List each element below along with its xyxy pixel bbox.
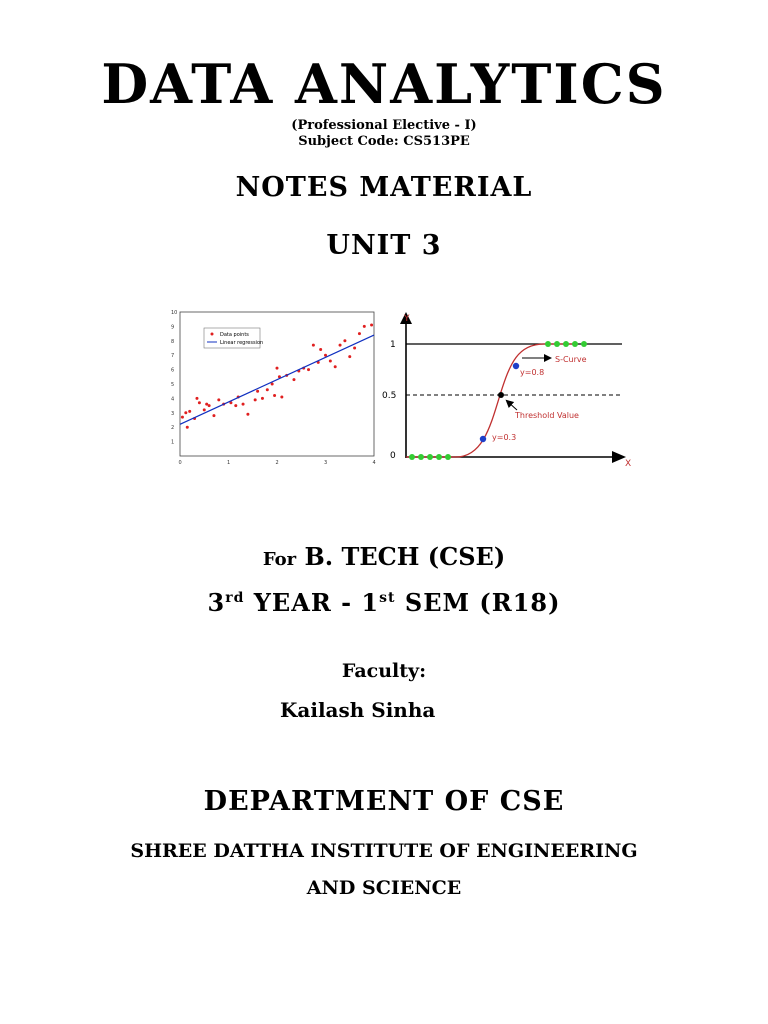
class-1-point <box>545 341 551 347</box>
data-point <box>198 401 201 404</box>
x-axis-arrow-icon <box>612 451 626 463</box>
y-tick-label: 10 <box>171 310 178 316</box>
data-point <box>307 368 310 371</box>
year-number: 3 <box>207 588 226 617</box>
data-point <box>334 365 337 368</box>
y-tick-0: 0 <box>390 451 396 461</box>
data-point <box>261 397 264 400</box>
data-point <box>319 348 322 351</box>
data-point <box>246 413 249 416</box>
s-curve <box>406 344 572 457</box>
class-0-point <box>436 454 442 460</box>
class-0-point <box>427 454 433 460</box>
data-point <box>256 390 259 393</box>
s-curve-label: S-Curve <box>555 355 587 364</box>
legend-linear-regression: Linear regression <box>220 340 264 346</box>
data-point <box>254 398 257 401</box>
y-0-8-label: y=0.8 <box>520 368 545 377</box>
y-tick-0-5: 0.5 <box>382 391 397 401</box>
threshold-label: Threshold Value <box>515 411 579 420</box>
faculty-name: Kailash Sinha <box>280 698 436 722</box>
scatter-chart <box>168 306 380 468</box>
data-point <box>312 344 315 347</box>
data-point <box>276 367 279 370</box>
x-axis-label: X <box>625 459 632 469</box>
semester-text: SEM (R18) <box>404 588 561 617</box>
point-y-0-3 <box>480 436 486 442</box>
data-point <box>343 339 346 342</box>
class-1-point <box>554 341 560 347</box>
x-tick-label: 4 <box>372 460 376 466</box>
subject-code: Subject Code: CS513PE <box>298 134 470 149</box>
semester-suffix: st <box>379 590 396 606</box>
y-tick-label: 2 <box>171 425 175 432</box>
data-point <box>266 388 269 391</box>
program-name: B. TECH (CSE) <box>304 542 506 571</box>
y-axis-label: Y <box>404 314 410 324</box>
class-0-point <box>418 454 424 460</box>
document-title: DATA ANALYTICS <box>101 52 667 116</box>
y-tick-label: 1 <box>171 439 175 446</box>
y-tick-label: 4 <box>171 396 175 403</box>
class-0-point <box>445 454 451 460</box>
data-point <box>339 344 342 347</box>
data-point <box>186 426 189 429</box>
program-line <box>0 542 768 571</box>
class-1-point <box>581 341 587 347</box>
x-tick-label: 1 <box>227 460 231 466</box>
y-tick-label: 5 <box>171 382 175 388</box>
data-point <box>363 325 366 328</box>
x-tick-label: 0 <box>178 460 182 466</box>
data-point <box>358 332 361 335</box>
class-0-point <box>409 454 415 460</box>
legend-point-marker <box>211 333 214 336</box>
legend <box>204 328 263 348</box>
y-tick-label: 3 <box>171 410 175 417</box>
data-point <box>242 403 245 406</box>
faculty-label: Faculty: <box>341 660 427 682</box>
unit-heading: UNIT 3 <box>326 230 442 261</box>
chart-background <box>168 306 380 468</box>
data-point <box>292 378 295 381</box>
elective-label: (Professional Elective - I) <box>291 118 477 133</box>
data-point <box>208 404 211 407</box>
data-point <box>329 359 332 362</box>
data-point <box>184 411 187 414</box>
year-suffix: rd <box>225 590 245 606</box>
data-point <box>217 398 220 401</box>
y-tick-1: 1 <box>390 340 396 350</box>
x-tick-label: 3 <box>324 460 328 466</box>
year-text: YEAR - 1 <box>253 588 380 617</box>
data-point <box>203 408 206 411</box>
data-point <box>353 347 356 350</box>
point-y-0-8 <box>513 363 519 369</box>
data-point <box>195 397 198 400</box>
y-tick-label: 7 <box>171 353 175 360</box>
legend-data-points: Data points <box>220 332 249 338</box>
y-tick-label: 9 <box>171 324 175 331</box>
data-point <box>280 395 283 398</box>
data-point <box>212 414 215 417</box>
y-tick-label: 6 <box>171 367 175 374</box>
year-semester <box>0 588 768 617</box>
threshold-pointer-arrow-icon <box>507 401 517 410</box>
y-tick-label: 8 <box>171 338 175 345</box>
data-point <box>348 355 351 358</box>
data-point <box>273 394 276 397</box>
class-1-point <box>563 341 569 347</box>
institute-name-line-1: SHREE DATTHA INSTITUTE OF ENGINEERING <box>130 840 638 862</box>
y-0-3-label: y=0.3 <box>492 433 517 442</box>
department-heading: DEPARTMENT OF CSE <box>203 786 565 817</box>
program-prefix: For <box>262 549 297 570</box>
sigmoid-chart <box>372 308 644 472</box>
institute-name-line-2: AND SCIENCE <box>306 877 462 899</box>
data-point <box>188 410 191 413</box>
class-1-point <box>572 341 578 347</box>
notes-heading: NOTES MATERIAL <box>235 172 533 203</box>
data-point <box>181 416 184 419</box>
data-point <box>234 404 237 407</box>
threshold-point <box>498 392 504 398</box>
x-tick-label: 2 <box>275 460 279 466</box>
